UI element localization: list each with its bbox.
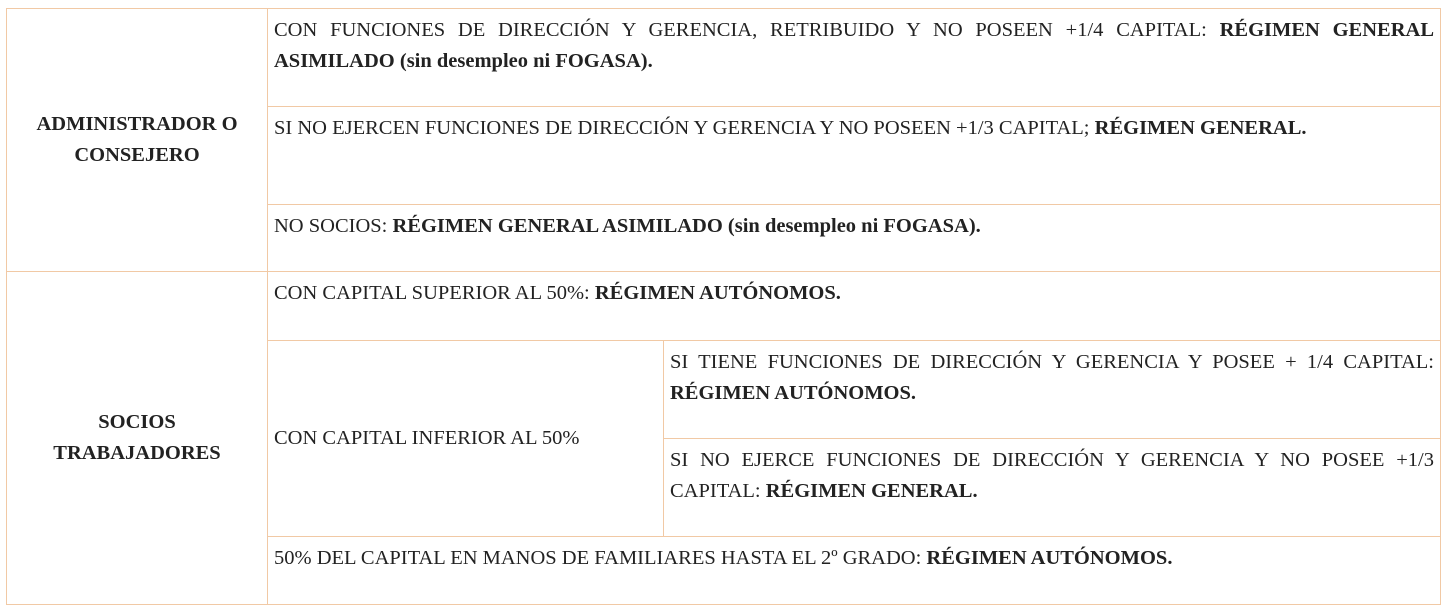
rule-text: SI TIENE FUNCIONES DE DIRECCIÓN Y GERENCIA Y POSEE + 1/4 CAPITAL: [670,350,1434,373]
regime-table [6,8,1441,605]
rule-cell [268,107,1441,205]
rule-text: NO SOCIOS: [274,215,393,238]
regime-label: RÉGIMEN GENERAL. [765,479,978,502]
table-row [7,9,1441,107]
rule-cell [268,272,1441,340]
rule-cell [268,9,1441,107]
rule-text: CON CAPITAL SUPERIOR AL 50%: [274,282,595,305]
rule-cell [268,205,1441,272]
rule-cell [268,536,1441,604]
category-cell-admin [7,9,268,272]
table-row [7,272,1441,340]
rule-cell [664,438,1441,536]
subcategory-label: CON CAPITAL INFERIOR AL 50% [274,426,580,449]
regime-label: RÉGIMEN GENERAL. [1094,117,1307,140]
subcategory-cell [268,340,664,536]
rule-text: SI NO EJERCEN FUNCIONES DE DIRECCIÓN Y GERENCIA Y NO POSEEN +1/3 CAPITAL; [274,117,1095,140]
category-label: SOCIOS TRABAJADORES [53,411,221,465]
category-cell-socios [7,272,268,605]
regime-label: RÉGIMEN GENERAL ASIMILADO (sin desempleo ni FOGASA). [392,215,981,238]
rule-cell [664,340,1441,438]
regime-label: RÉGIMEN AUTÓNOMOS. [926,546,1173,569]
rule-text: CON FUNCIONES DE DIRECCIÓN Y GERENCIA, RETRIBUIDO Y NO POSEEN +1/4 CAPITAL: [274,19,1220,41]
regime-label: RÉGIMEN AUTÓNOMOS. [670,381,917,404]
rule-text: SI NO EJERCE FUNCIONES DE DIRECCIÓN Y GERENCIA Y NO POSEE +1/3 CAPITAL: [670,448,1434,502]
regime-label: RÉGIMEN GENERAL ASIMILADO (sin desempleo ni FOGASA). [274,19,1434,72]
regime-label: RÉGIMEN AUTÓNOMOS. [594,282,841,305]
category-label: ADMINISTRADOR O CONSEJERO [36,113,238,167]
rule-text: 50% DEL CAPITAL EN MANOS DE FAMILIARES HASTA EL 2º GRADO: [274,546,927,569]
